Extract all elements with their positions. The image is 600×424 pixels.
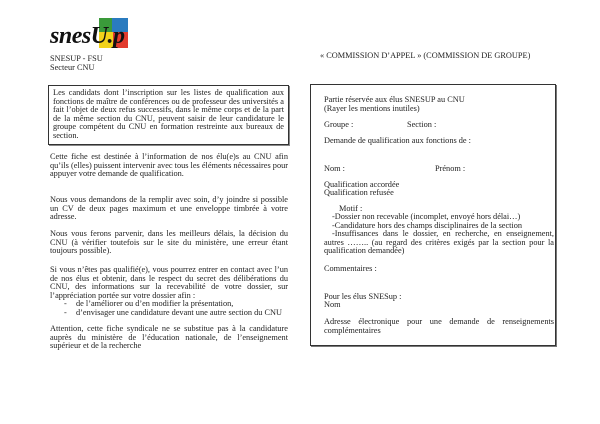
section-field: Section : bbox=[407, 120, 437, 129]
page-title: « COMMISSION D’APPEL » (COMMISSION DE GROUPE) bbox=[320, 51, 531, 60]
prenom-field: Prénom : bbox=[435, 164, 466, 173]
pour-elus-label: Pour les élus SNESup : bbox=[324, 292, 402, 301]
adresse-field: Adresse électronique pour une demande de renseignements complémentaires bbox=[324, 317, 554, 335]
elected-reserved-form bbox=[310, 84, 556, 346]
qualification-refusee: Qualification refusée bbox=[324, 188, 394, 197]
intro-paragraph: Cette fiche est destinée à l’information de nos élu(e)s au CNU afin qu’ils (elles) puissent intervenir avec tous les éléments nécessaires pour appuyer votre demande de qualification. bbox=[50, 152, 289, 179]
contact-paragraph bbox=[50, 266, 288, 318]
contact-text: Si vous n’êtes pas qualifié(e), vous pourrez entrer en contact avec l’un de nos élus et obtenir, dans le respect du secret des délibérations du CNU, des informations sur la recevabilité de votre dossier, sur l’appréciation portée sur votre dossier afin : bbox=[50, 265, 288, 300]
qualification-accordee: Qualification accordée bbox=[324, 180, 400, 189]
motif-option: -Candidature hors des champs disciplinaires de la section bbox=[332, 221, 523, 230]
commentaires-field: Commentaires : bbox=[324, 264, 377, 273]
contact-option: - de l’améliorer ou d’en modifier la présentation, bbox=[64, 300, 288, 309]
cv-paragraph: Nous vous demandons de la remplir avec soin, d’y joindre si possible un CV de deux pages maximum et une enveloppe timbrée à votre adresse. bbox=[50, 195, 288, 222]
sector-name: Secteur CNU bbox=[50, 63, 95, 72]
motif-label: Motif : bbox=[339, 204, 363, 213]
warning-paragraph: Attention, cette fiche syndicale ne se substitue pas à la candidature auprès du ministère de l’éducation nationale, de l’enseignement supérieur et de la recherche bbox=[50, 324, 288, 351]
contact-option: - d’envisager une candidature devant une autre section du CNU bbox=[64, 309, 288, 318]
nom-field: Nom : bbox=[324, 164, 345, 173]
strike-note: (Rayer les mentions inutiles) bbox=[324, 104, 420, 113]
motif-option: -Insuffisances dans le dossier, en recherche, en enseignement, autres …….. (au regard des critères exigés par la section pour la qualification demandée) bbox=[324, 229, 554, 256]
demande-field: Demande de qualification aux fonctions de : bbox=[324, 136, 471, 145]
reserved-label: Partie réservée aux élus SNESUP au CNU bbox=[324, 95, 465, 104]
decision-paragraph: Nous vous ferons parvenir, dans les meilleurs délais, la décision du CNU (à vérifier toutefois sur le site du ministère, une erreur étant toujours possible). bbox=[50, 229, 288, 256]
elu-nom-field: Nom bbox=[324, 300, 341, 309]
org-name: SNESUP - FSU bbox=[50, 54, 103, 63]
groupe-field: Groupe : bbox=[324, 120, 354, 129]
eligibility-notice-box: Les candidats dont l’inscription sur les listes de qualification aux fonctions de maître de conférences ou de professeur des universités a fait l’objet de deux refus successifs, dans le même corps et de la part de la même section du CNU, peuvent saisir de leur candidature le groupe compétent du CNU en formation restreinte aux bureaux de section. bbox=[48, 85, 289, 145]
snesup-logo: snesU.p bbox=[50, 18, 150, 52]
motif-option: -Dossier non recevable (incomplet, envoyé hors délai…) bbox=[332, 212, 521, 221]
